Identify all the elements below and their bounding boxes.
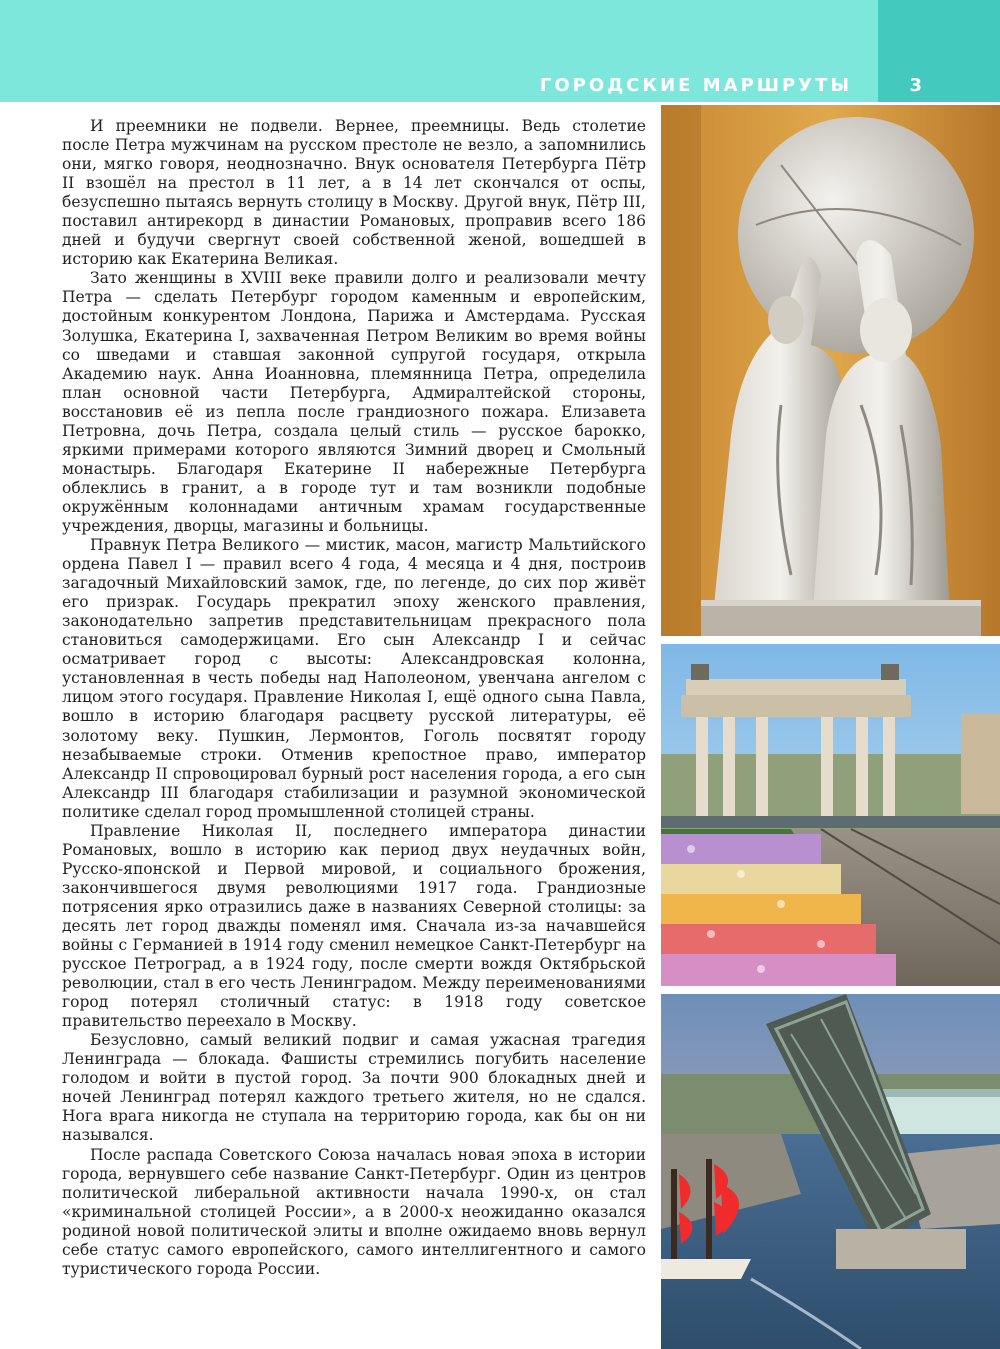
paragraph: После распада Советского Союза началась новая эпоха в истории города, вернувшего себе название Санкт-Петербург. Один из центров политической либеральной активности начала 1990-х, он стал «криминальной столицей России», а в 2000-х неожиданно оказался родиной новой политической элиты и вполне ожидаемо вновь вернул себе статус самого европейского, самого интеллигентного и самого туристического города России. <box>62 1145 646 1278</box>
page-header <box>0 0 1000 102</box>
page-number: 3 <box>909 75 922 96</box>
header-accent-block <box>878 0 1000 102</box>
article-text <box>62 117 646 1279</box>
section-title: ГОРОДСКИЕ МАРШРУТЫ <box>539 75 852 96</box>
bridge-photo <box>661 994 1000 1349</box>
paragraph: И преемники не подвели. Вернее, преемницы. Ведь столетие после Петра мужчинам на русском престоле не везло, а запомнились они, мягко говоря, неоднозначно. Внук основателя Петербурга Пётр II взошёл на престол в 11 лет, а в 14 лет скончался от оспы, безуспешно пытаясь вернуть столицу в Москву. Другой внук, Пётр III, поставил антирекорд в династии Романовых, проправив всего 186 дней и будучи свергнут своей собственной женой, вошедшей в историю как Екатерина Великая. <box>62 117 646 269</box>
gate-illustration <box>661 644 1000 986</box>
statue-photo <box>661 105 1000 636</box>
statue-illustration <box>661 105 1000 636</box>
paragraph: Зато женщины в XVIII веке правили долго и реализовали мечту Петра — сделать Петербург городом каменным и европейским, достойным конкурентом Лондона, Парижа и Амстердама. Русская Золушка, Екатерина I, захваченная Петром Великим во время войны со шведами и ставшая законной супругой государя, открыла Академию наук. Анна Иоанновна, племянница Петра, определила план основной части Петербурга, Адмиралтейской стороны, восстановив её из пепла после грандиозного пожара. Елизавета Петровна, дочь Петра, создала целый стиль — русское барокко, яркими примерами которого являются Зимний дворец и Смольный монастырь. Благодаря Екатерине II набережные Петербурга облеклись в гранит, а в городе тут и там возникли подобные окружённым колоннадами античным храмам государственные учреждения, дворцы, магазины и больницы. <box>62 269 646 535</box>
bridge-illustration <box>661 994 1000 1349</box>
paragraph: Правление Николая II, последнего императора династии Романовых, вошло в историю как период двух неудачных войн, Русско-японской и Первой мировой, и социального брожения, закончившегося двумя революциями 1917 года. Грандиозные потрясения ярко отразились даже в названиях Северной столицы: за десять лет город дважды поменял имя. Сначала из-за начавшейся войны с Германией в 1914 году сменил немецкое Санкт-Петербург на русское Петроград, а в 1924 году, после смерти вождя Октябрьской революции, стал в его честь Ленинградом. Между переименованиями город потерял столичный статус: в 1918 году советское правительство переехало в Москву. <box>62 821 646 1031</box>
triumphal-gate-photo <box>661 644 1000 986</box>
paragraph: Безусловно, самый великий подвиг и самая ужасная трагедия Ленинграда — блокада. Фашисты стремились погубить население голодом и войти в пустой город. За почти 900 блокадных дней и ночей Ленинград потерял каждого третьего жителя, но не сдался. Нога врага никогда не ступала на территорию города, как бы он ни назывался. <box>62 1031 646 1145</box>
paragraph: Правнук Петра Великого — мистик, масон, магистр Мальтийского ордена Павел I — правил всего 4 года, 4 месяца и 4 дня, построив загадочный Михайловский замок, где, по легенде, до сих пор живёт его призрак. Государь прекратил эпоху женского правления, законодательно запретив представительницам прекрасного пола становиться самодержицами. Его сын Александр I и сейчас осматривает город с высоты: Александровская колонна, установленная в честь победы над Наполеоном, увенчана ангелом с лицом этого государя. Правление Николая I, ещё одного сына Павла, вошло в историю благодаря расцвету русской литературы, её золотому веку. Пушкин, Лермонтов, Гоголь посвятят городу незабываемые строки. Отменив крепостное право, император Александр II спровоцировал бурный рост населения города, а его сын Александр III благодаря стабилизации и разумной экономической политике сделал город промышленной столицей страны. <box>62 536 646 821</box>
